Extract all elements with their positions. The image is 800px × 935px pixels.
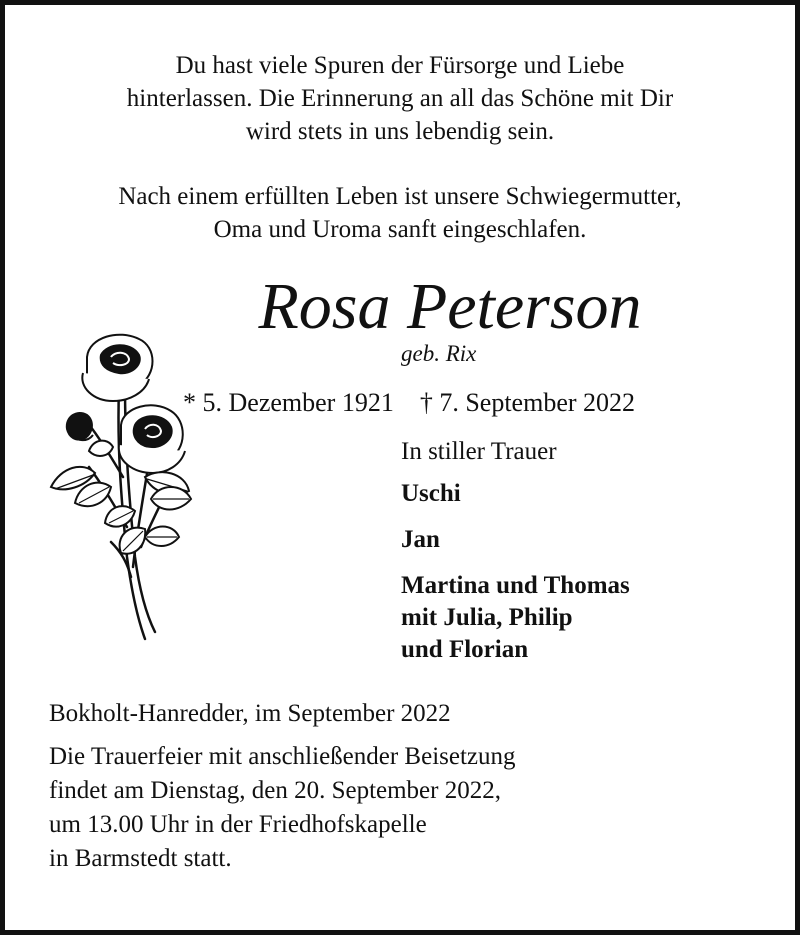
service-line: in Barmstedt statt. bbox=[49, 845, 232, 872]
verse-line: hinterlassen. Die Erinnerung an all das Schöne mit Dir bbox=[126, 85, 674, 112]
death-date: † 7. September 2022 bbox=[419, 388, 636, 417]
deceased-name: Rosa Peterson bbox=[258, 270, 642, 343]
service-line: um 13.00 Uhr in der Friedhofskapelle bbox=[49, 811, 427, 838]
mourner-line: Uschi bbox=[401, 480, 461, 507]
mourner-line: und Florian bbox=[401, 636, 529, 663]
mourner-entry bbox=[401, 570, 630, 666]
intro-line: Oma und Uroma sanft eingeschlafen. bbox=[213, 216, 587, 243]
rose-icon bbox=[49, 327, 199, 647]
mourner-list bbox=[401, 478, 630, 680]
intro-text bbox=[5, 180, 795, 246]
funeral-service-info bbox=[49, 740, 516, 876]
service-line: findet am Dienstag, den 20. September 2022, bbox=[49, 777, 501, 804]
mourner-entry bbox=[401, 524, 630, 556]
maiden-name: geb. Rix bbox=[401, 341, 477, 366]
mourner-line: Jan bbox=[401, 526, 440, 553]
mourner-line: mit Julia, Philip bbox=[401, 604, 573, 631]
mourner-line: Martina und Thomas bbox=[401, 572, 630, 599]
service-line: Die Trauerfeier mit anschließender Beisetzung bbox=[49, 743, 516, 770]
verse bbox=[5, 49, 795, 148]
place-date: Bokholt-Hanredder, im September 2022 bbox=[49, 700, 451, 727]
verse-line: wird stets in uns lebendig sein. bbox=[245, 118, 555, 145]
life-dates bbox=[183, 386, 635, 420]
verse-line: Du hast viele Spuren der Fürsorge und Liebe bbox=[175, 52, 625, 79]
birth-date: * 5. Dezember 1921 bbox=[183, 388, 394, 417]
mourner-entry bbox=[401, 478, 630, 510]
intro-line: Nach einem erfüllten Leben ist unsere Schwiegermutter, bbox=[118, 183, 682, 210]
mourning-label: In stiller Trauer bbox=[401, 438, 557, 465]
